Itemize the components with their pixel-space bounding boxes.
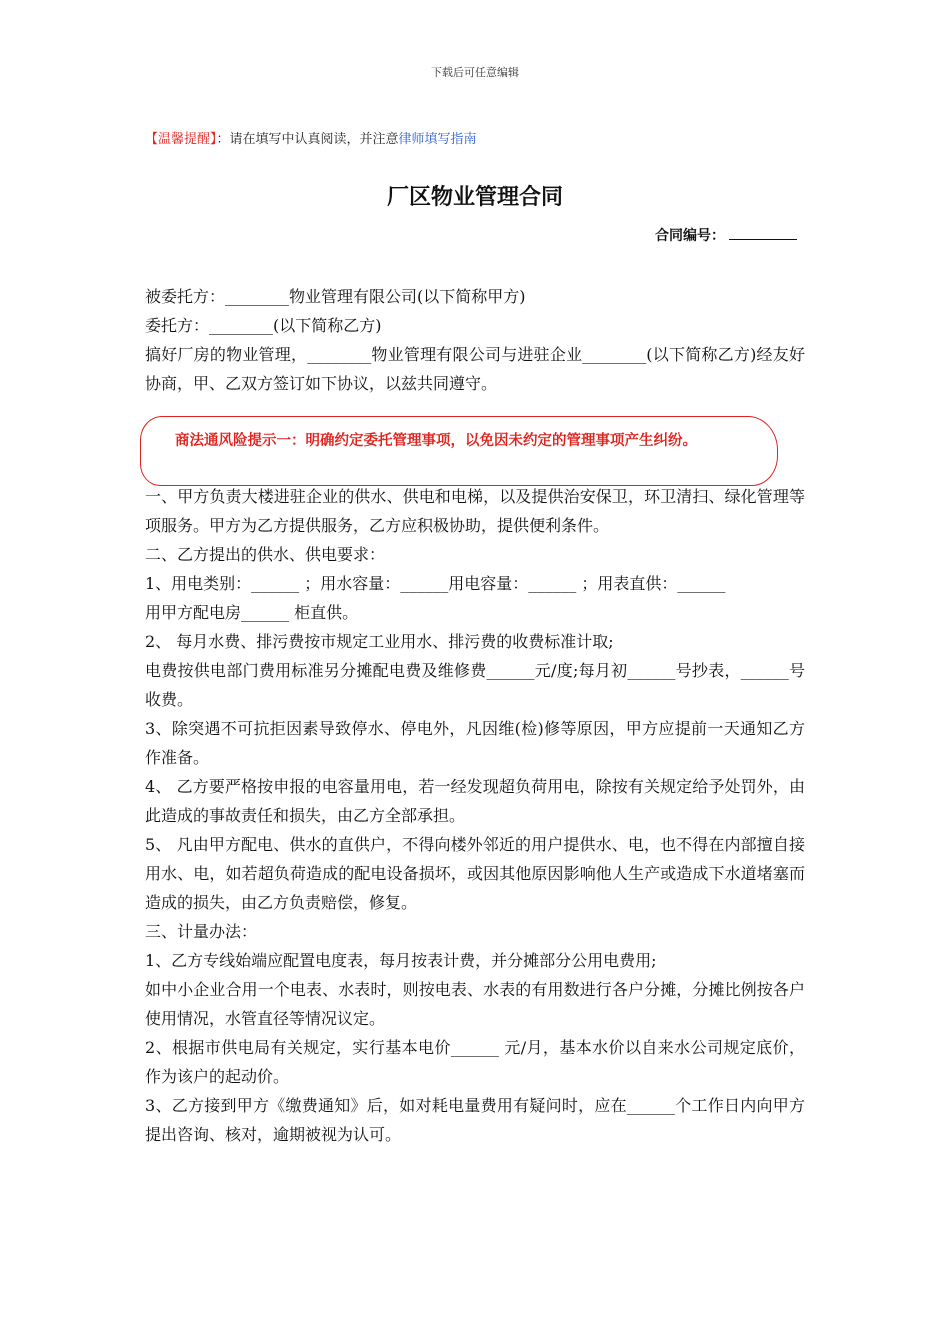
body-paragraph: 2、根据市供电局有关规定，实行基本电价______ 元/月，基本水价以自来水公司规定底价，作为该户的起动价。	[145, 1038, 805, 1086]
body-paragraph: 如中小企业合用一个电表、水表时，则按电表、水表的有用数进行各户分摊，分摊比例按各户使用情况，水管直径等情况议定。	[145, 980, 805, 1028]
contract-number-label: 合同编号：	[655, 228, 725, 244]
contract-number	[655, 225, 797, 245]
body-paragraph: 二、乙方提出的供水、供电要求：	[145, 545, 386, 564]
header-note: 下载后可任意编辑	[431, 66, 519, 79]
body-paragraph: 3、乙方接到甲方《缴费通知》后，如对耗电量费用有疑问时，应在______个工作日内向甲方提出咨询、核对，逾期被视为认可。	[145, 1096, 805, 1144]
contract-body	[145, 482, 805, 1149]
risk-notice-box	[140, 416, 778, 486]
reminder-text: ：请在填写中认真阅读，并注意	[216, 132, 399, 147]
body-paragraph: 电费按供电部门费用标准另分摊配电费及维修费______元/度;每月初______号抄表，______号收费。	[145, 661, 805, 709]
intro-paragraph: 委托方：________(以下简称乙方)	[145, 316, 382, 335]
reminder-line	[145, 128, 477, 147]
lawyer-guide-link[interactable]: 律师填写指南	[398, 132, 477, 147]
intro-paragraph: 被委托方：________物业管理有限公司(以下简称甲方)	[145, 287, 526, 306]
body-paragraph: 3、除突遇不可抗拒因素导致停水、停电外，凡因维(检)修等原因，甲方应提前一天通知乙方作准备。	[145, 719, 805, 767]
body-paragraph: 一、甲方负责大楼进驻企业的供水、供电和电梯，以及提供治安保卫，环卫清扫、绿化管理等项服务。甲方为乙方提供服务，乙方应积极协助，提供便利条件。	[145, 487, 805, 535]
page-title: 厂区物业管理合同	[386, 185, 563, 210]
intro-paragraph: 搞好厂房的物业管理，________物业管理有限公司与进驻企业________(以下简称乙方)经友好协商，甲、乙双方签订如下协议，以兹共同遵守。	[145, 345, 805, 393]
intro-section	[145, 282, 805, 398]
reminder-label: 【温馨提醒】	[145, 132, 217, 147]
body-paragraph: 1、乙方专线始端应配置电度表，每月按表计费，并分摊部分公用电费用;	[145, 951, 657, 970]
body-paragraph: 1、用电类别：______ ；用水容量：______用电容量：______ ；用表直供：______	[145, 574, 726, 593]
body-paragraph: 5、 凡由甲方配电、供水的直供户，不得向楼外邻近的用户提供水、电，也不得在内部擅自接用水、电，如若超负荷造成的配电设备损坏，或因其他原因影响他人生产或造成下水道堵塞而造成的损失，由乙方负责赔偿，修复。	[145, 835, 805, 912]
body-paragraph: 2、 每月水费、排污费按市规定工业用水、排污费的收费标准计取;	[145, 632, 614, 651]
body-paragraph: 三、计量办法：	[145, 922, 258, 941]
body-paragraph: 4、 乙方要严格按申报的电容量用电，若一经发现超负荷用电，除按有关规定给予处罚外，由此造成的事故责任和损失，由乙方全部承担。	[145, 777, 805, 825]
body-paragraph: 用甲方配电房______ 柜直供。	[145, 603, 359, 622]
contract-number-blank[interactable]	[729, 225, 797, 240]
risk-notice-text: 商法通风险提示一：明确约定委托管理事项，以免因未约定的管理事项产生纠纷。	[175, 433, 697, 449]
